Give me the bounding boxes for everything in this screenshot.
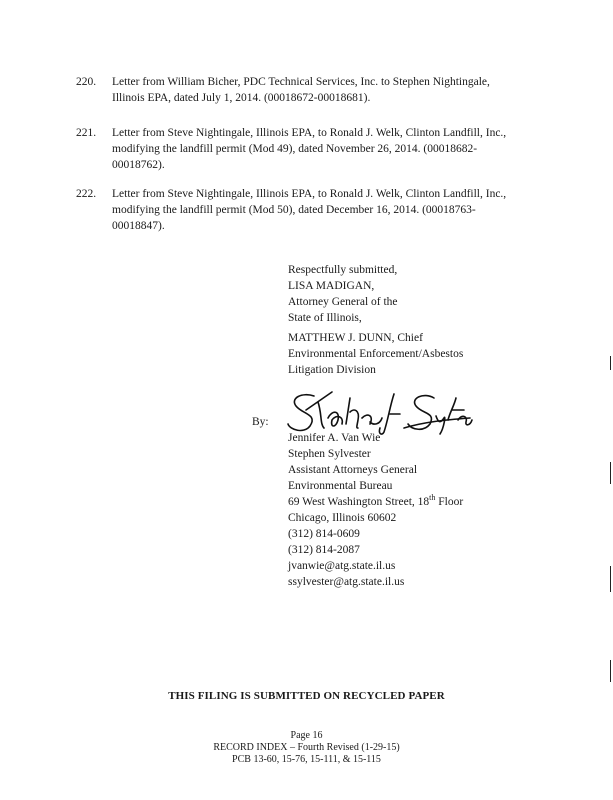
address-street xyxy=(288,494,548,510)
attorney-general-title: Attorney General of the xyxy=(288,296,398,308)
case-numbers: PCB 13-60, 15-76, 15-111, & 15-115 xyxy=(232,754,381,765)
entry-number: 220. xyxy=(76,76,97,88)
signer-block xyxy=(288,430,548,590)
entry-line: modifying the landfill permit (Mod 49), dated November 26, 2014. (00018682- xyxy=(112,143,478,155)
entry-text xyxy=(112,74,516,106)
entry-number: 222. xyxy=(76,188,97,200)
scan-edge-mark xyxy=(610,566,611,592)
entry-text xyxy=(112,125,516,173)
phone-number: (312) 814-0609 xyxy=(288,528,360,540)
signer-title: Assistant Attorneys General xyxy=(288,464,418,476)
entry-line: 00018847). xyxy=(112,220,165,232)
entry-text xyxy=(112,186,516,234)
bureau-name: Environmental Bureau xyxy=(288,480,393,492)
handwritten-signature xyxy=(284,388,474,436)
division-name: Environmental Enforcement/Asbestos xyxy=(288,348,464,360)
entry-line: 00018762). xyxy=(112,159,165,171)
closing-block xyxy=(288,262,548,326)
record-index-label: RECORD INDEX – Fourth Revised (1-29-15) xyxy=(213,742,400,753)
signer-name: Jennifer A. Van Wie xyxy=(288,432,381,444)
page-footer xyxy=(0,730,613,766)
address-street-text: 69 West Washington Street, 18 xyxy=(288,496,430,508)
signer-name: Stephen Sylvester xyxy=(288,448,371,460)
entry-number: 221. xyxy=(76,127,97,139)
entry-line: modifying the landfill permit (Mod 50), dated December 16, 2014. (00018763- xyxy=(112,204,476,216)
address-floor: Floor xyxy=(435,496,464,508)
division-name-cont: Litigation Division xyxy=(288,364,376,376)
entry-line: Letter from William Bicher, PDC Technical Services, Inc. to Stephen Nightingale, xyxy=(112,76,490,88)
address-city: Chicago, Illinois 60602 xyxy=(288,512,397,524)
email-address: jvanwie@atg.state.il.us xyxy=(288,560,396,572)
division-block xyxy=(288,330,548,378)
page-number: Page 16 xyxy=(290,730,323,741)
scan-edge-mark xyxy=(610,462,611,484)
scan-edge-mark xyxy=(610,660,611,682)
email-address: ssylvester@atg.state.il.us xyxy=(288,576,405,588)
chief-name: MATTHEW J. DUNN, Chief xyxy=(288,332,423,344)
attorney-general-name: LISA MADIGAN, xyxy=(288,280,375,292)
respectfully-submitted: Respectfully submitted, xyxy=(288,264,398,276)
recycled-paper-notice: THIS FILING IS SUBMITTED ON RECYCLED PAPER xyxy=(168,690,445,702)
entry-line: Illinois EPA, dated July 1, 2014. (00018672-00018681). xyxy=(112,92,371,104)
by-label: By: xyxy=(252,416,269,428)
entry-line: Letter from Steve Nightingale, Illinois EPA, to Ronald J. Welk, Clinton Landfill, Inc., xyxy=(112,127,507,139)
phone-number: (312) 814-2087 xyxy=(288,544,360,556)
entry-line: Letter from Steve Nightingale, Illinois EPA, to Ronald J. Welk, Clinton Landfill, Inc., xyxy=(112,188,507,200)
scan-edge-mark xyxy=(610,356,611,370)
attorney-general-state: State of Illinois, xyxy=(288,312,362,324)
address-superscript: th xyxy=(429,493,436,503)
